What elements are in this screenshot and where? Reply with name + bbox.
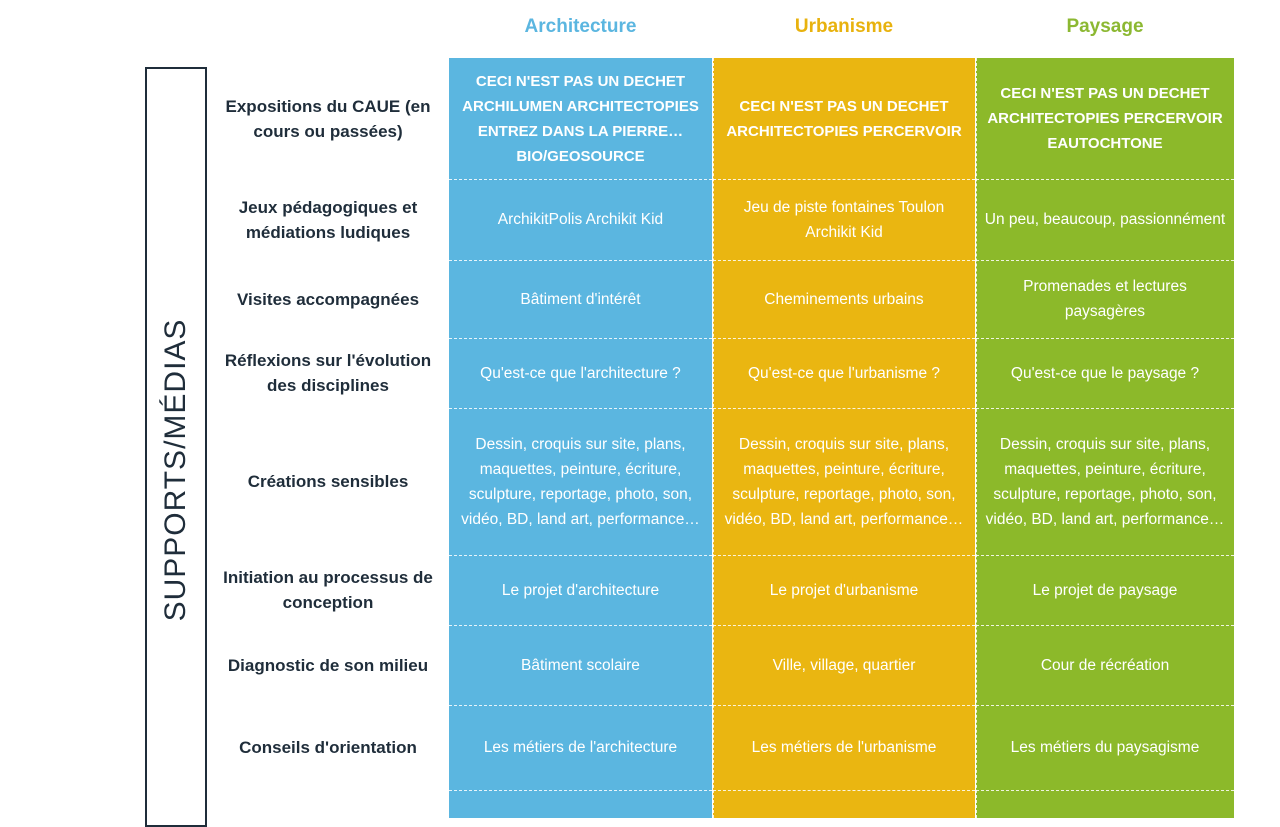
sidebar-label: SUPPORTS/MÉDIAS xyxy=(159,318,192,622)
row-divider xyxy=(449,705,712,706)
table-cell: Dessin, croquis sur site, plans, maquettes, peinture, écriture, sculpture, reportage, photo, son, vidéo, BD, land art, performance… xyxy=(985,435,1225,528)
table-cell: Un peu, beaucoup, passionnément xyxy=(984,211,1226,228)
row-label: Expositions du CAUE (en cours ou passées) xyxy=(225,96,431,141)
table-cell: Dessin, croquis sur site, plans, maquettes, peinture, écriture, sculpture, reportage, photo, son, vidéo, BD, land art, performance… xyxy=(461,435,700,528)
table-cell: Promenades et lectures paysagères xyxy=(1023,278,1187,320)
row-label: Réflexions sur l'évolution des disciplines xyxy=(224,351,432,395)
table-cell: Le projet d'architecture xyxy=(501,581,660,599)
row-divider xyxy=(449,179,712,180)
row-divider xyxy=(449,408,712,409)
row-divider xyxy=(713,555,975,556)
row-divider xyxy=(449,555,712,556)
row-divider xyxy=(449,260,712,261)
table-cell: Bâtiment scolaire xyxy=(521,656,640,674)
table-cell: Les métiers du paysagisme xyxy=(1010,739,1200,756)
row-divider xyxy=(713,338,975,339)
row-divider xyxy=(976,179,1234,180)
row-divider xyxy=(449,338,712,339)
row-divider xyxy=(713,705,975,706)
row-label: Créations sensibles xyxy=(247,472,409,491)
table-cell: CECI N'EST PAS UN DECHET ARCHILUMEN ARCHITECTOPIES ENTREZ DANS LA PIERRE… BIO/GEOSOURCE xyxy=(462,72,699,165)
table-cell: Qu'est-ce que le paysage ? xyxy=(1010,364,1200,382)
row-label: Initiation au processus de conception xyxy=(223,568,433,612)
row-divider xyxy=(976,625,1234,626)
table-cell: Les métiers de l'architecture xyxy=(483,739,678,756)
row-label: Jeux pédagogiques et médiations ludiques xyxy=(238,197,418,242)
table-cell: Le projet d'urbanisme xyxy=(769,581,919,599)
row-label: Visites accompagnées xyxy=(236,289,420,309)
row-divider xyxy=(976,555,1234,556)
table-cell: Le projet de paysage xyxy=(1032,581,1178,599)
table-cell: Bâtiment d'intérêt xyxy=(520,290,641,308)
table-cell: Jeu de piste fontaines Toulon Archikit Kid xyxy=(743,198,945,241)
table-cell: CECI N'EST PAS UN DECHET ARCHITECTOPIES PERCERVOIR xyxy=(726,97,962,140)
table-cell: Qu'est-ce que l'architecture ? xyxy=(480,364,681,382)
row-divider xyxy=(449,790,712,791)
row-divider xyxy=(713,260,975,261)
column-header-1: Architecture xyxy=(524,16,637,37)
table-cell: CECI N'EST PAS UN DECHET ARCHITECTOPIES PERCERVOIR EAUTOCHTONE xyxy=(987,85,1223,152)
row-divider xyxy=(976,790,1234,791)
row-divider xyxy=(713,408,975,409)
row-divider xyxy=(713,790,975,791)
row-divider xyxy=(713,625,975,626)
table-cell: Qu'est-ce que l'urbanisme ? xyxy=(747,364,941,382)
row-divider xyxy=(449,625,712,626)
column-header-3: Paysage xyxy=(1066,16,1144,37)
row-label: Conseils d'orientation xyxy=(239,738,417,757)
table-cell: Les métiers de l'urbanisme xyxy=(751,739,937,756)
column-header-2: Urbanisme xyxy=(794,16,894,37)
table-cell: Dessin, croquis sur site, plans, maquettes, peinture, écriture, sculpture, reportage, photo, son, vidéo, BD, land art, performance… xyxy=(724,435,964,528)
row-divider xyxy=(976,705,1234,706)
row-divider xyxy=(976,260,1234,261)
table-cell: Cour de récréation xyxy=(1040,656,1170,674)
table-cell: Ville, village, quartier xyxy=(772,656,916,674)
row-divider xyxy=(713,179,975,180)
table-cell: ArchikitPolis Archikit Kid xyxy=(497,211,664,228)
row-label: Diagnostic de son milieu xyxy=(227,655,429,675)
row-divider xyxy=(976,338,1234,339)
row-divider xyxy=(976,408,1234,409)
table-cell: Cheminements urbains xyxy=(764,290,924,308)
